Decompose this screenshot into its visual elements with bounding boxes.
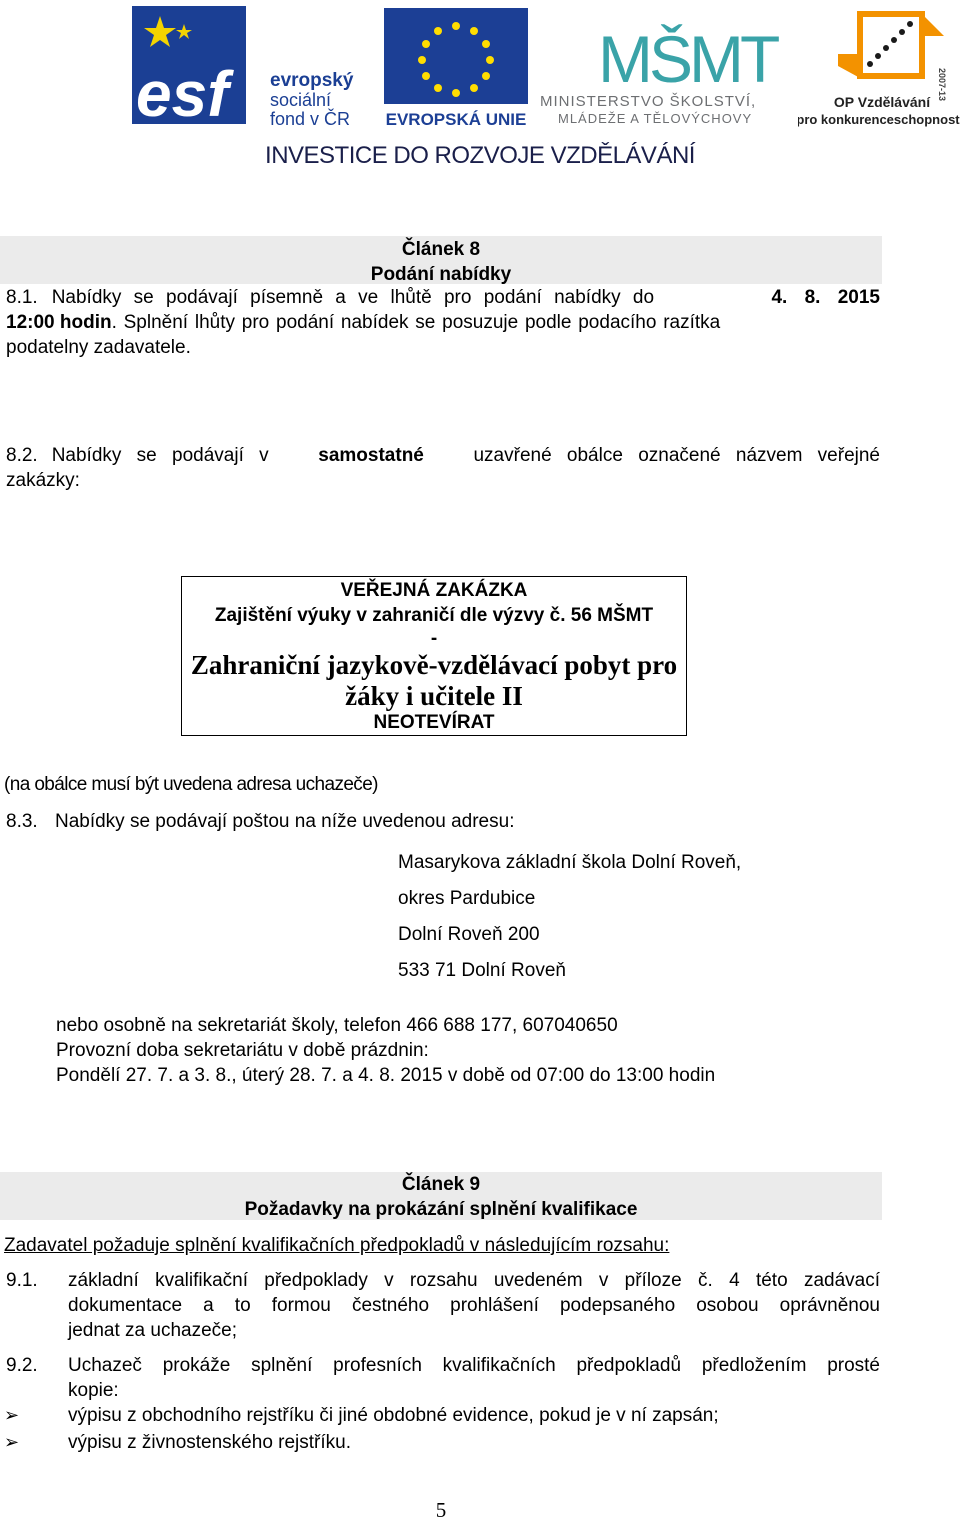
paragraph-8-3	[6, 809, 514, 834]
paragraph-8-1	[6, 285, 880, 360]
header-tagline: INVESTICE DO ROZVOJE VZDĚLÁVÁNÍ	[265, 142, 695, 169]
op-years: 2007-13	[937, 68, 947, 102]
arrow-bullet-icon: ➢	[4, 1405, 20, 1425]
msmt-mark: MŠMT	[598, 22, 777, 96]
article9-title: Požadavky na prokázání splnění kvalifikace	[244, 1199, 638, 1220]
p83-number: 8.3.	[6, 811, 38, 832]
arrow-bullet-icon: ➢	[4, 1432, 20, 1452]
p91-line3: jednat za uchazeče;	[68, 1320, 238, 1341]
esf-text-2: sociální	[270, 90, 332, 110]
address-line: Dolní Roveň 200	[398, 924, 540, 945]
esf-text-3: fond v ČR	[270, 109, 351, 126]
bullet-text: výpisu z obchodního rejstříku či jiné obdobné evidence, pokud je v ní zapsán;	[68, 1405, 719, 1426]
op-line2: pro konkurenceschopnost	[798, 112, 960, 127]
eu-logo	[382, 8, 530, 128]
p82-post: uzavřené obálce označené názvem veřejné	[473, 445, 880, 466]
p81-line3: podatelny zadavatele.	[6, 337, 191, 358]
p82-bold: samostatné	[318, 445, 424, 466]
p81-line1: Nabídky se podávají písemně a ve lhůtě pro podání nabídky do	[51, 287, 655, 308]
postal-address	[398, 845, 741, 989]
esf-logo	[122, 6, 372, 126]
p81-line2: . Splnění lhůty pro podání nabídek se posuzuje podle podacího razítka	[111, 312, 721, 333]
box-line3: -	[430, 628, 438, 649]
p82-pre: Nabídky se podávají v	[51, 445, 269, 466]
op-line1: OP Vzdělávání	[833, 94, 931, 110]
office-hours: Pondělí 27. 7. a 3. 8., úterý 28. 7. a 4. 8. 2015 v době od 07:00 do 13:00 hodin	[56, 1065, 716, 1086]
page-number: 5	[435, 1498, 447, 1522]
envelope-note: (na obálce musí být uvedena adresa uchazeče)	[4, 774, 378, 795]
p81-number: 8.1.	[6, 287, 38, 308]
bullet-item	[4, 1403, 878, 1430]
p91-line1: základní kvalifikační předpoklady v rozsahu uvedeném v příloze č. 4 této zadávací	[68, 1270, 880, 1291]
box-line5: žáky i učitele II	[345, 681, 523, 711]
paragraph-9-2	[6, 1353, 880, 1403]
address-line: okres Pardubice	[398, 888, 536, 909]
msmt-line1: MINISTERSTVO ŠKOLSTVÍ,	[540, 93, 757, 110]
op-logo	[798, 8, 960, 128]
box-line1: VEŘEJNÁ ZAKÁZKA	[340, 580, 528, 601]
requirement-bullets	[4, 1403, 878, 1455]
personal-delivery-text: nebo osobně na sekretariát školy, telefon 466 688 177, 607040650	[56, 1015, 618, 1036]
box-line2: Zajištění výuky v zahraničí dle výzvy č. 56 MŠMT	[214, 605, 654, 626]
address-line: Masarykova základní škola Dolní Roveň,	[398, 852, 742, 873]
p91-line2: dokumentace a to formou čestného prohlášení podepsaného osobou oprávněnou	[68, 1295, 880, 1316]
p81-time: 12:00 hodin	[6, 312, 112, 333]
p81-date: 4. 8. 2015	[771, 287, 880, 308]
office-hours-label: Provozní doba sekretariátu v době prázdnin:	[56, 1040, 429, 1061]
bullet-item	[4, 1430, 878, 1455]
article9-heading: Článek 9	[401, 1174, 481, 1195]
article9-heading-band	[0, 1172, 882, 1220]
p83-text: Nabídky se podávají poštou na níže uvedenou adresu:	[54, 811, 515, 832]
envelope-label-box	[181, 576, 687, 736]
esf-text-1: evropský	[270, 70, 354, 91]
p92-number: 9.2.	[6, 1355, 38, 1376]
p92-line2: kopie:	[68, 1380, 119, 1401]
bullet-text: výpisu z živnostenského rejstříku.	[68, 1432, 352, 1453]
address-line: 533 71 Dolní Roveň	[398, 960, 566, 981]
personal-delivery	[56, 1013, 715, 1088]
msmt-logo	[540, 6, 790, 126]
p92-line1: Uchazeč prokáže splnění profesních kvalifikačních předpokladů předložením prosté	[68, 1355, 880, 1376]
eu-caption: EVROPSKÁ UNIE	[385, 110, 527, 128]
msmt-line2: MLÁDEŽE A TĚLOVÝCHOVY	[558, 111, 753, 126]
box-line4: Zahraniční jazykově-vzdělávací pobyt pro	[190, 650, 678, 680]
article8-heading: Článek 8	[401, 239, 481, 260]
svg-text:esf: esf	[136, 58, 229, 126]
p91-number: 9.1.	[6, 1270, 38, 1291]
p82-line2: zakázky:	[6, 470, 80, 491]
article8-title: Podání nabídky	[370, 264, 512, 285]
qualification-intro: Zadavatel požaduje splnění kvalifikačních předpokladů v následujícím rozsahu:	[4, 1235, 670, 1256]
paragraph-8-2	[6, 443, 880, 493]
paragraph-9-1	[6, 1268, 880, 1343]
box-line6: NEOTEVÍRAT	[373, 712, 495, 733]
p82-number: 8.2.	[6, 445, 38, 466]
article8-heading-band	[0, 236, 882, 284]
